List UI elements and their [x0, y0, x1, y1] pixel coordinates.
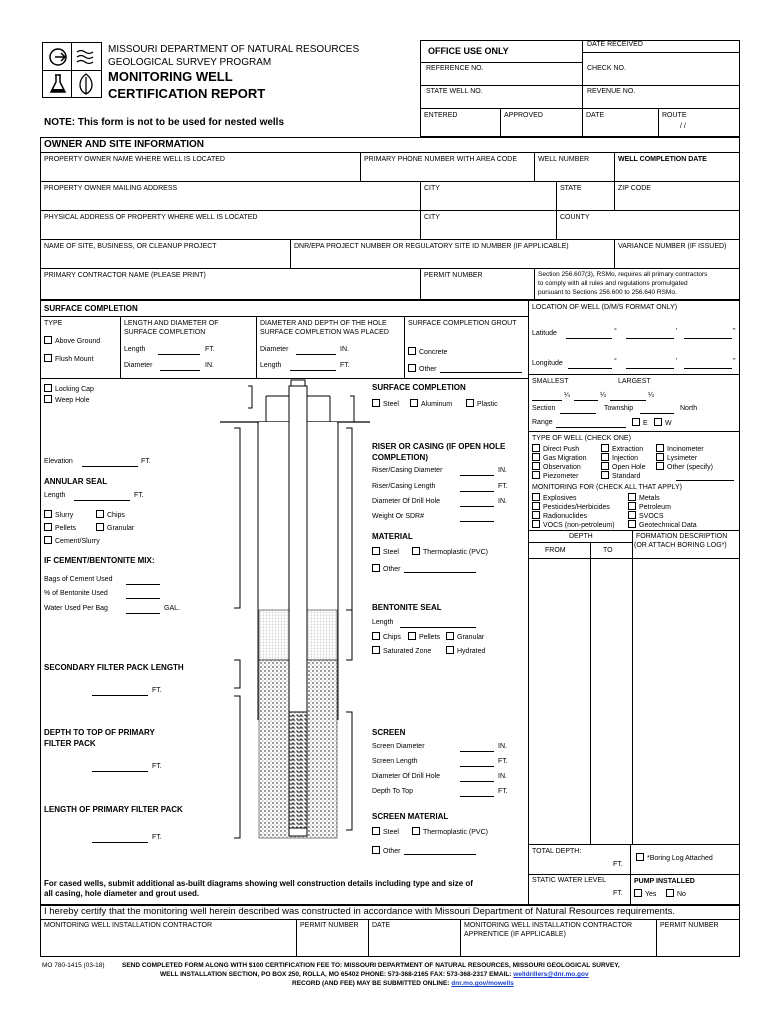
- length-primary-unit: FT.: [152, 834, 162, 841]
- riser-material-title: MATERIAL: [372, 532, 413, 541]
- hole-length-label: Length: [260, 362, 282, 369]
- riser-steel-checkbox[interactable]: Steel: [372, 547, 399, 557]
- observation-checkbox[interactable]: Observation: [532, 462, 581, 472]
- riser-length-label: Riser/Casing Length: [372, 483, 436, 490]
- physical-address-field[interactable]: PHYSICAL ADDRESS OF PROPERTY WHERE WELL IS LOCATED: [44, 214, 258, 221]
- mailing-address-field[interactable]: PROPERTY OWNER MAILING ADDRESS: [44, 185, 178, 192]
- riser-length-input[interactable]: [460, 491, 494, 492]
- weep-hole-checkbox[interactable]: Weep Hole: [44, 395, 90, 405]
- cased-note-1: For cased wells, submit additional as-built diagrams showing well construction details including type and size of: [44, 879, 473, 888]
- riser-drill-hole-input[interactable]: [460, 506, 494, 507]
- form-title-1: MONITORING WELL: [108, 69, 233, 84]
- bentonite-pellets-checkbox[interactable]: Pellets: [408, 632, 440, 642]
- surface-length-label: Length: [124, 346, 146, 353]
- hole-label-1: DIAMETER AND DEPTH OF THE HOLE: [260, 320, 387, 327]
- screen-steel-checkbox[interactable]: Steel: [372, 827, 399, 837]
- quarter-2-input[interactable]: [574, 400, 598, 401]
- formation-header-1: FORMATION DESCRIPTION: [636, 533, 728, 540]
- riser-diameter-unit: IN.: [498, 467, 507, 474]
- water-logo-icon: [75, 47, 97, 67]
- bentonite-length-label: Length: [372, 619, 394, 626]
- screen-length-unit: FT.: [498, 758, 508, 765]
- approved-label: APPROVED: [504, 112, 543, 119]
- depth-top-primary-1: DEPTH TO TOP OF PRIMARY: [44, 728, 155, 737]
- pump-installed-label: PUMP INSTALLED: [634, 878, 695, 885]
- screen-diameter-label: Screen Diameter: [372, 743, 425, 750]
- range-label: Range: [532, 419, 553, 426]
- date-received-label: DATE RECEIVED: [587, 41, 643, 48]
- office-use-title: OFFICE USE ONLY: [428, 46, 509, 56]
- static-water-label: STATIC WATER LEVEL: [532, 877, 607, 884]
- installer-field[interactable]: MONITORING WELL INSTALLATION CONTRACTOR: [44, 922, 213, 929]
- quarter-3-sym: ¼: [648, 392, 654, 399]
- entered-label: ENTERED: [424, 112, 458, 119]
- range-input[interactable]: [556, 427, 626, 428]
- other-type-input[interactable]: [676, 480, 734, 481]
- apprentice-permit-field[interactable]: PERMIT NUMBER: [660, 922, 719, 929]
- owner-name-field[interactable]: PROPERTY OWNER NAME WHERE WELL IS LOCATED: [44, 156, 225, 163]
- lon-deg-input[interactable]: [568, 368, 612, 369]
- geotechnical-checkbox[interactable]: Geotechnical Data: [628, 520, 697, 530]
- flask-logo-icon: [48, 73, 68, 95]
- surface-length-unit: FT.: [205, 346, 215, 353]
- screen-title: SCREEN: [372, 728, 406, 737]
- concrete-checkbox[interactable]: Concrete: [408, 347, 447, 357]
- apprentice-field-1[interactable]: MONITORING WELL INSTALLATION CONTRACTOR: [464, 922, 633, 929]
- len-diam-label-1: LENGTH AND DIAMETER OF: [124, 320, 219, 327]
- lon-sec-input[interactable]: [684, 368, 732, 369]
- depth-to-top-unit: FT.: [498, 788, 508, 795]
- range-east-checkbox[interactable]: E: [632, 418, 648, 428]
- annular-chips-checkbox[interactable]: Chips: [96, 510, 125, 520]
- riser-other-input[interactable]: [404, 572, 476, 573]
- agency-logo: [42, 42, 102, 98]
- cement-slurry-checkbox[interactable]: Cement/Slurry: [44, 536, 100, 546]
- length-primary-title: LENGTH OF PRIMARY FILTER PACK: [44, 805, 183, 814]
- zip-field[interactable]: ZIP CODE: [618, 185, 651, 192]
- open-hole-checkbox[interactable]: Open Hole: [601, 462, 645, 472]
- gas-migration-checkbox[interactable]: Gas Migration: [532, 453, 587, 463]
- riser-pvc-checkbox[interactable]: Thermoplastic (PVC): [412, 547, 488, 557]
- metals-checkbox[interactable]: Metals: [628, 493, 660, 503]
- depth-top-primary-unit: FT.: [152, 763, 162, 770]
- water-per-bag-label: Water Used Per Bag: [44, 605, 108, 612]
- quarter-2-sym: ¼: [600, 392, 606, 399]
- secondary-filter-input[interactable]: [92, 695, 148, 696]
- pesticides-checkbox[interactable]: Pesticides/Herbicides: [532, 502, 610, 512]
- grout-other-input[interactable]: [440, 372, 522, 373]
- pump-yes-checkbox[interactable]: Yes: [634, 889, 656, 899]
- total-depth-label: TOTAL DEPTH:: [532, 848, 582, 855]
- longitude-label: Longitude: [532, 360, 563, 367]
- screen-drill-hole-input[interactable]: [460, 781, 494, 782]
- elevation-label: Elevation: [44, 458, 73, 465]
- form-title-2: CERTIFICATION REPORT: [108, 86, 266, 101]
- depth-top-primary-input[interactable]: [92, 771, 148, 772]
- surface-diameter-label: Diameter: [124, 362, 153, 369]
- flush-mount-checkbox[interactable]: Flush Mount: [44, 354, 94, 364]
- len-diam-label-2: SURFACE COMPLETION: [124, 329, 206, 336]
- phone-field[interactable]: PRIMARY PHONE NUMBER WITH AREA CODE: [364, 156, 517, 163]
- city2-field[interactable]: CITY: [424, 214, 440, 221]
- hydrated-checkbox[interactable]: Hydrated: [446, 646, 485, 656]
- permit-number-field[interactable]: PERMIT NUMBER: [424, 272, 483, 279]
- rsmo-note-2: to comply with all rules and regulations promulgated: [538, 280, 688, 287]
- bentonite-chips-checkbox[interactable]: Chips: [372, 632, 401, 642]
- sc-material-title: SURFACE COMPLETION: [372, 383, 466, 392]
- section-label: Section: [532, 405, 556, 412]
- owner-section-title: OWNER AND SITE INFORMATION: [44, 139, 204, 150]
- state-field[interactable]: STATE: [560, 185, 582, 192]
- city-field[interactable]: CITY: [424, 185, 440, 192]
- bentonite-title: BENTONITE SEAL: [372, 603, 442, 612]
- cased-note-2: all casing, hole diameter and grout used.: [44, 889, 200, 898]
- secondary-filter-title: SECONDARY FILTER PACK LENGTH: [44, 663, 184, 672]
- riser-drill-hole-unit: IN.: [498, 498, 507, 505]
- annular-seal-title: ANNULAR SEAL: [44, 477, 108, 486]
- screen-other-input[interactable]: [404, 854, 476, 855]
- lon-deg-sym: °: [614, 358, 617, 365]
- surface-diameter-input[interactable]: [160, 370, 200, 371]
- arrow-logo-icon: [47, 46, 69, 68]
- quarter-1-sym: ¼: [564, 392, 570, 399]
- section-input[interactable]: [560, 413, 596, 414]
- weight-sdr-label: Weight Or SDR#: [372, 513, 424, 520]
- rsmo-note-3: pursuant to Sections 256.600 to 256.640 RSMo.: [538, 289, 677, 296]
- weight-sdr-input[interactable]: [460, 521, 494, 522]
- quarter-3-input[interactable]: [610, 400, 646, 401]
- depth-top-primary-2: FILTER PACK: [44, 739, 96, 748]
- revenue-no-label: REVENUE NO.: [587, 88, 636, 95]
- route-label: ROUTE: [662, 112, 687, 119]
- other-type-checkbox[interactable]: Other (specify): [656, 462, 713, 472]
- secondary-filter-unit: FT.: [152, 687, 162, 694]
- riser-title-1: RISER OR CASING (IF OPEN HOLE: [372, 442, 506, 451]
- saturated-zone-checkbox[interactable]: Saturated Zone: [372, 646, 431, 656]
- bags-label: Bags of Cement Used: [44, 576, 113, 583]
- range-west-checkbox[interactable]: W: [654, 418, 672, 428]
- rsmo-note-1: Section 256.607(3), RSMo, requires all primary contractors: [538, 271, 708, 278]
- reference-no-label: REFERENCE NO.: [426, 65, 484, 72]
- explosives-checkbox[interactable]: Explosives: [532, 493, 576, 503]
- township-input[interactable]: [640, 413, 674, 414]
- screen-length-input[interactable]: [460, 766, 494, 767]
- county-field[interactable]: COUNTY: [560, 214, 590, 221]
- riser-length-unit: FT.: [498, 483, 508, 490]
- hole-length-unit: FT.: [340, 362, 350, 369]
- nested-wells-note: NOTE: This form is not to be used for nested wells: [44, 117, 285, 128]
- screen-length-label: Screen Length: [372, 758, 418, 765]
- office-date-label: DATE: [586, 112, 605, 119]
- surface-completion-title: SURFACE COMPLETION: [44, 304, 138, 313]
- variance-field[interactable]: VARIANCE NUMBER (IF ISSUED): [618, 243, 727, 250]
- boring-log-checkbox[interactable]: *Boring Log Attached: [636, 853, 713, 863]
- annular-length-unit: FT.: [134, 492, 144, 499]
- screen-other-checkbox[interactable]: Other: [372, 846, 401, 856]
- lat-deg-sym: °: [614, 328, 617, 335]
- online-url-link[interactable]: dnr.mo.gov/mowells: [451, 980, 514, 987]
- annular-length-label: Length: [44, 492, 66, 499]
- direct-push-checkbox[interactable]: Direct Push: [532, 444, 579, 454]
- latitude-label: Latitude: [532, 330, 557, 337]
- to-header: TO: [603, 547, 613, 554]
- elevation-unit: FT.: [141, 458, 151, 465]
- riser-title-2: COMPLETION): [372, 453, 428, 462]
- standard-checkbox[interactable]: Standard: [601, 471, 640, 481]
- cert-date-field[interactable]: DATE: [372, 922, 391, 929]
- smallest-label: SMALLEST: [532, 378, 569, 385]
- extraction-checkbox[interactable]: Extraction: [601, 444, 643, 454]
- sc-plastic-checkbox[interactable]: Plastic: [466, 399, 498, 409]
- agency-name: MISSOURI DEPARTMENT OF NATURAL RESOURCES: [108, 44, 360, 55]
- completion-date-field[interactable]: WELL COMPLETION DATE: [618, 156, 707, 163]
- lon-min-input[interactable]: [626, 368, 674, 369]
- send-instructions-1: SEND COMPLETED FORM ALONG WITH $100 CERTIFICATION FEE TO: MISSOURI DEPARTMENT OF NATURAL RESOURCES, MISSOURI GEOLOGICAL SURVEY,: [122, 962, 620, 969]
- lat-sec-input[interactable]: [684, 338, 732, 339]
- length-primary-input[interactable]: [92, 842, 148, 843]
- slurry-checkbox[interactable]: Slurry: [44, 510, 73, 520]
- lon-min-sym: ': [676, 358, 678, 365]
- lat-min-input[interactable]: [626, 338, 674, 339]
- hole-diameter-unit: IN.: [340, 346, 349, 353]
- site-name-field[interactable]: NAME OF SITE, BUSINESS, OR CLEANUP PROJECT: [44, 243, 217, 250]
- location-title: LOCATION OF WELL (D/M/S FORMAT ONLY): [532, 304, 678, 311]
- bags-input[interactable]: [126, 584, 160, 585]
- hole-diameter-input[interactable]: [296, 354, 336, 355]
- screen-diameter-input[interactable]: [460, 751, 494, 752]
- depth-header: DEPTH: [569, 533, 593, 540]
- riser-other-checkbox[interactable]: Other: [372, 564, 401, 574]
- installer-permit-field[interactable]: PERMIT NUMBER: [300, 922, 359, 929]
- depth-to-top-label: Depth To Top: [372, 788, 413, 795]
- leaf-logo-icon: [76, 72, 96, 96]
- largest-label: LARGEST: [618, 378, 651, 385]
- surface-diameter-unit: IN.: [205, 362, 214, 369]
- total-depth-unit: FT.: [613, 861, 623, 868]
- locking-cap-checkbox[interactable]: Locking Cap: [44, 384, 94, 394]
- riser-diameter-input[interactable]: [460, 475, 494, 476]
- township-label: Township: [604, 405, 634, 412]
- riser-drill-hole-label: Diameter Of Drill Hole: [372, 498, 441, 505]
- from-header: FROM: [545, 547, 566, 554]
- bentonite-length-input[interactable]: [400, 627, 476, 628]
- pct-bentonite-input[interactable]: [126, 598, 160, 599]
- check-no-label: CHECK NO.: [587, 65, 626, 72]
- lysimeter-checkbox[interactable]: Lysimeter: [656, 453, 697, 463]
- lon-sec-sym: ": [733, 358, 736, 365]
- injection-checkbox[interactable]: Injection: [601, 453, 638, 463]
- incinometer-checkbox[interactable]: Incinometer: [656, 444, 704, 454]
- above-ground-checkbox[interactable]: Above Ground: [44, 336, 100, 346]
- static-water-unit: FT.: [613, 890, 623, 897]
- depth-to-top-input[interactable]: [460, 796, 494, 797]
- annular-pellets-checkbox[interactable]: Pellets: [44, 523, 76, 533]
- screen-material-title: SCREEN MATERIAL: [372, 812, 449, 821]
- lat-min-sym: ': [676, 328, 678, 335]
- elevation-input[interactable]: [82, 466, 138, 467]
- sc-steel-checkbox[interactable]: Steel: [372, 399, 399, 409]
- apprentice-field-2: APPRENTICE (IF APPLICABLE): [464, 931, 566, 938]
- petroleum-checkbox[interactable]: Petroleum: [628, 502, 671, 512]
- hole-length-input[interactable]: [290, 370, 336, 371]
- email-link[interactable]: welldrillers@dnr.mo.gov: [513, 971, 589, 978]
- surface-type-label: TYPE: [44, 320, 63, 327]
- lat-sec-sym: ": [733, 328, 736, 335]
- contractor-name-field[interactable]: PRIMARY CONTRACTOR NAME (PLEASE PRINT): [44, 272, 206, 279]
- quarter-1-input[interactable]: [532, 400, 562, 401]
- vocs-checkbox[interactable]: VOCS (non-petroleum): [532, 520, 615, 530]
- hole-diameter-label: Diameter: [260, 346, 289, 353]
- certify-statement: I hereby certify that the monitoring well herein described was constructed in accordance with Missouri Department of Natural Resources requirements.: [44, 906, 675, 917]
- program-name: GEOLOGICAL SURVEY PROGRAM: [108, 57, 272, 68]
- screen-pvc-checkbox[interactable]: Thermoplastic (PVC): [412, 827, 488, 837]
- formation-header-2: (OR ATTACH BORING LOG*): [634, 542, 727, 549]
- water-per-bag-input[interactable]: [126, 613, 160, 614]
- send-instructions-3: RECORD (AND FEE) MAY BE SUBMITTED ONLINE: dnr.mo.gov/mowells: [292, 980, 514, 987]
- route-slashes: / /: [680, 123, 686, 130]
- monitoring-title: MONITORING FOR (CHECK ALL THAT APPLY): [532, 484, 683, 491]
- gal-unit: GAL.: [164, 605, 180, 612]
- pct-bentonite-label: % of Bentonite Used: [44, 590, 108, 597]
- cement-mix-title: IF CEMENT/BENTONITE MIX:: [44, 556, 155, 565]
- pump-no-checkbox[interactable]: No: [666, 889, 686, 899]
- well-type-title: TYPE OF WELL (CHECK ONE): [532, 435, 631, 442]
- north-label: North: [680, 405, 698, 412]
- screen-drill-hole-label: Diameter Of Drill Hole: [372, 773, 441, 780]
- radionuclides-checkbox[interactable]: Radionuclides: [532, 511, 587, 521]
- annular-length-input[interactable]: [74, 500, 130, 501]
- dnr-project-field[interactable]: DNR/EPA PROJECT NUMBER OR REGULATORY SITE ID NUMBER (IF APPLICABLE): [294, 243, 569, 250]
- well-diagram: [200, 378, 370, 858]
- bentonite-granular-checkbox[interactable]: Granular: [446, 632, 484, 642]
- screen-diameter-unit: IN.: [498, 743, 507, 750]
- riser-diameter-label: Riser/Casing Diameter: [372, 467, 443, 474]
- grout-other-checkbox[interactable]: Other: [408, 364, 437, 374]
- state-well-no-label: STATE WELL NO.: [426, 88, 483, 95]
- well-number-field[interactable]: WELL NUMBER: [538, 156, 590, 163]
- annular-granular-checkbox[interactable]: Granular: [96, 523, 134, 533]
- hole-label-2: SURFACE COMPLETION WAS PLACED: [260, 329, 389, 336]
- screen-drill-hole-unit: IN.: [498, 773, 507, 780]
- send-instructions-2: WELL INSTALLATION SECTION, PO BOX 250, ROLLA, MO 65402 PHONE: 573-368-2165 FAX: 573-368-2317 EMAIL: welldrillers@dnr.mo.gov: [160, 971, 589, 978]
- svocs-checkbox[interactable]: SVOCS: [628, 511, 664, 521]
- surface-length-input[interactable]: [158, 354, 200, 355]
- piezometer-checkbox[interactable]: Piezometer: [532, 471, 578, 481]
- sc-aluminum-checkbox[interactable]: Aluminum: [410, 399, 452, 409]
- lat-deg-input[interactable]: [566, 338, 612, 339]
- form-number: MO 780-1415 (03-18): [42, 962, 105, 969]
- grout-label: SURFACE COMPLETION GROUT: [408, 320, 517, 327]
